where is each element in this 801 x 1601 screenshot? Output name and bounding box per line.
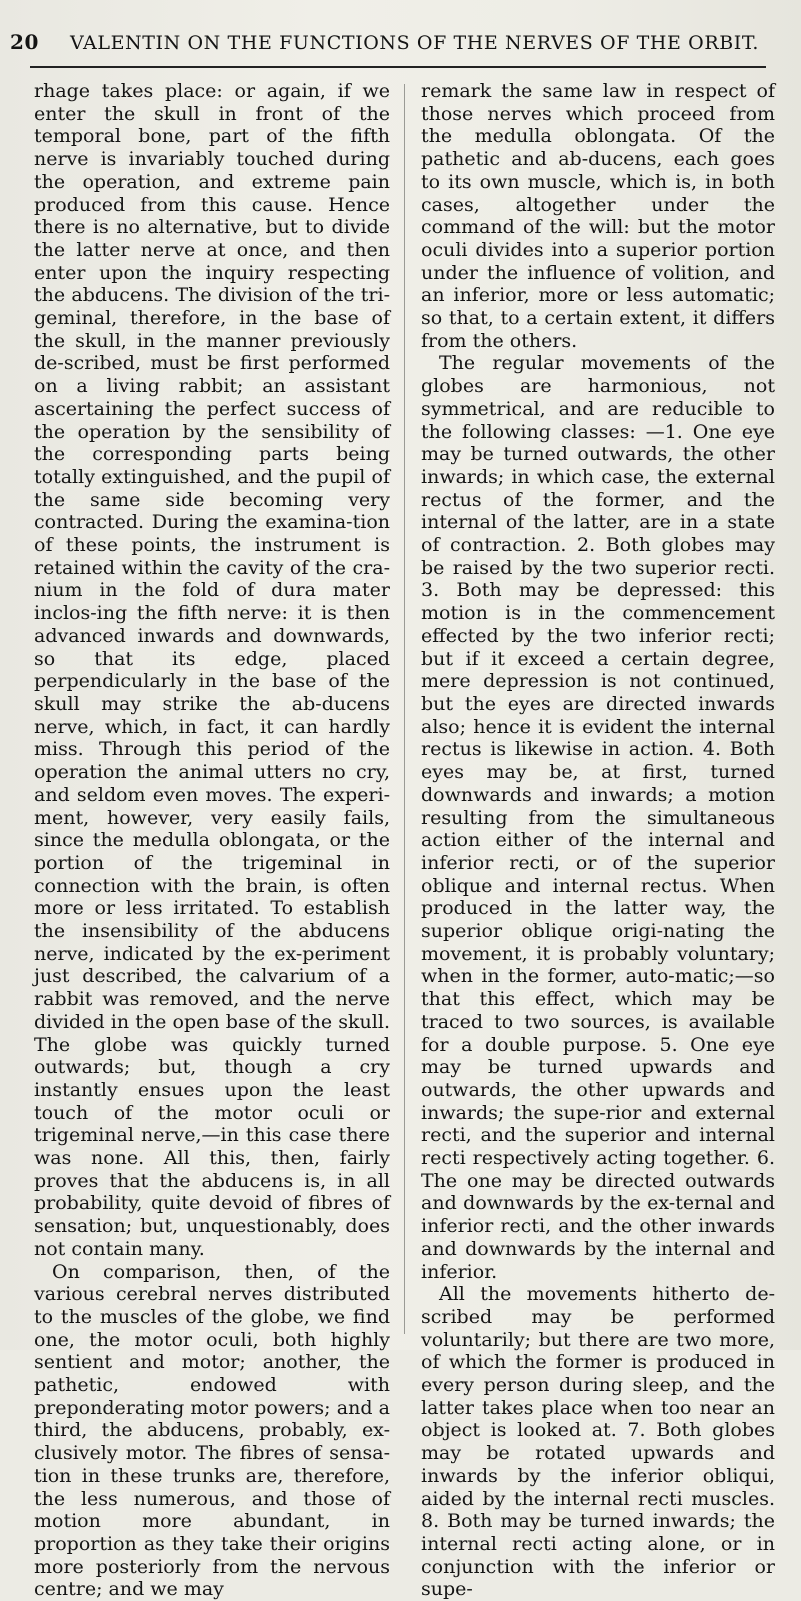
- paragraph: remark the same law in respect of those nerves which proceed from the medulla oblongata. Of the pathetic and ab-ducens, each goes to its own muscle, which is, in both cases, altogether under the command of the will: but the motor oculi divides into a superior portion under the influence of volition, and an inferior, more or less automatic; so that, to a certain extent, it differs from the others.: [421, 80, 775, 352]
- paragraph: On comparison, then, of the various cerebral nerves distributed to the muscles of the globe, we find one, the motor oculi, both highly sentient and motor; another, the pathetic, endowed with preponderating motor powers; and a third, the abducens, probably, ex-clusively motor. The fibres of sensa-tion in these trunks are, therefore, the less numerous, and those of motion more abundant, in proportion as they take their origins more posteriorly from the nervous centre; and we may: [34, 1260, 390, 1601]
- right-column: [421, 80, 775, 1601]
- header-rule: [30, 66, 766, 68]
- left-column: [34, 80, 390, 1601]
- paragraph: The regular movements of the globes are harmonious, not symmetrical, and are reducible to the following classes: —1. One eye may be turned outwards, the other inwards; in which case, the external rectus of the former, and the internal of the latter, are in a state of contraction. 2. Both globes may be raised by the two superior recti. 3. Both may be depressed: this motion is in the commencement effected by the two inferior recti; but if it exceed a certain degree, mere depression is not continued, but the eyes are directed inwards also; hence it is evident the internal rectus is likewise in action. 4. Both eyes may be, at first, turned downwards and inwards; a motion resulting from the simultaneous action either of the internal and inferior recti, or of the superior oblique and internal rectus. When produced in the latter way, the superior oblique origi-nating the movement, it is probably voluntary; when in the former, auto-matic;—so that this effect, which may be traced to two sources, is available for a double purpose. 5. One eye may be turned upwards and outwards, the other upwards and inwards; the supe-rior and external recti, and the superior and internal recti respectively acting together. 6. The one may be directed outwards and downwards by the ex-ternal and inferior recti, and the other inwards and downwards by the internal and inferior.: [421, 352, 775, 1283]
- paragraph: rhage takes place: or again, if we enter the skull in front of the temporal bone, part of the fifth nerve is invariably touched during the operation, and extreme pain produced from this cause. Hence there is no alternative, but to divide the latter nerve at once, and then enter upon the inquiry respecting the abducens. The division of the tri-geminal, therefore, in the base of the skull, in the manner previously de-scribed, must be first performed on a living rabbit; an assistant ascertaining the perfect success of the operation by the sensibility of the corresponding parts being totally extinguished, and the pupil of the same side becoming very contracted. During the examina-tion of these points, the instrument is retained within the cavity of the cra-nium in the fold of dura mater inclos-ing the fifth nerve: it is then advanced inwards and downwards, so that its edge, placed perpendicularly in the base of the skull may strike the ab-ducens nerve, which, in fact, it can hardly miss. Through this period of the operation the animal utters no cry, and seldom even moves. The experi-ment, however, very easily fails, since the medulla oblongata, or the portion of the trigeminal in connection with the brain, is often more or less irritated. To establish the insensibility of the abducens nerve, indicated by the ex-periment just described, the calvarium of a rabbit was removed, and the nerve divided in the open base of the skull. The globe was quickly turned outwards; but, though a cry instantly ensues upon the least touch of the motor oculi or trigeminal nerve,—in this case there was none. All this, then, fairly proves that the abducens is, in all probability, quite devoid of fibres of sensation; but, unquestionably, does not contain many.: [34, 80, 390, 1260]
- column-divider: [404, 84, 405, 1334]
- page-number: 20: [10, 30, 40, 54]
- page-header: [10, 30, 770, 54]
- paragraph: All the movements hitherto de-scribed may be performed voluntarily; but there are two more, of which the former is produced in every person during sleep, and the latter takes place when too near an object is looked at. 7. Both globes may be rotated upwards and inwards by the inferior obliqui, aided by the internal recti muscles. 8. Both may be turned inwards; the internal recti acting alone, or in conjunction with the inferior or supe-: [421, 1283, 775, 1601]
- running-title: VALENTIN ON THE FUNCTIONS OF THE NERVES OF THE ORBIT.: [70, 32, 760, 54]
